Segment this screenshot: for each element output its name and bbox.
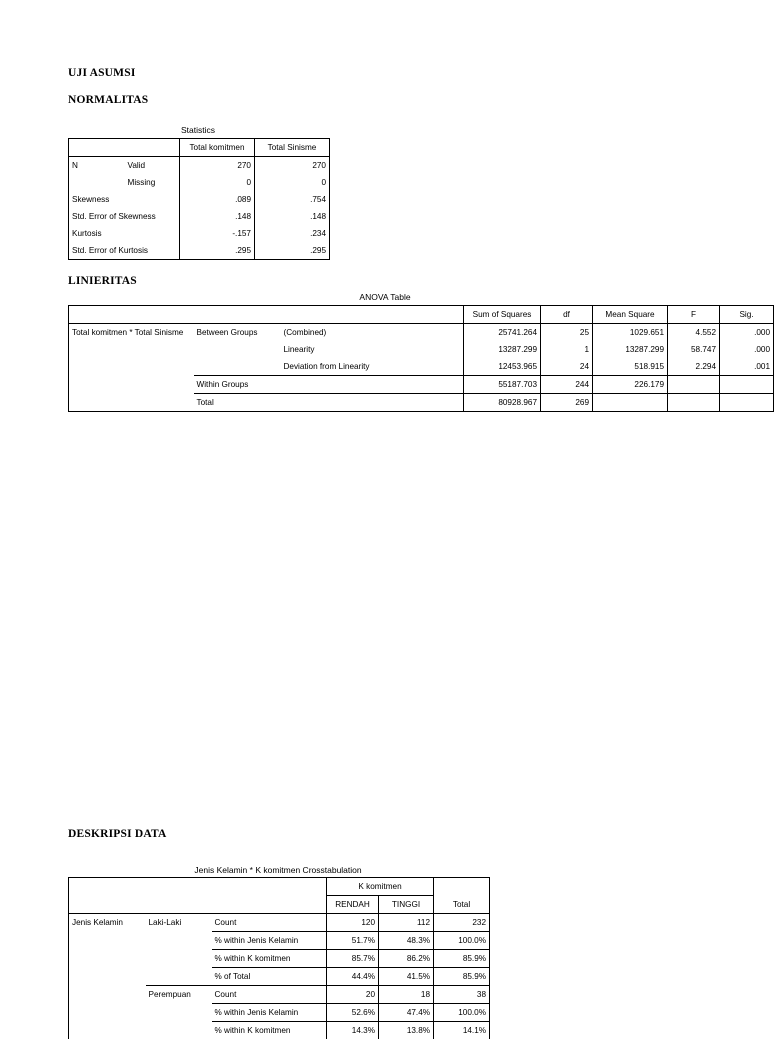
crosstab-col-header: RENDAH — [327, 896, 379, 914]
crosstab-row — [69, 932, 490, 950]
anova-row — [69, 376, 774, 394]
anova-cell: 24 — [541, 358, 593, 376]
anova-cell: 1029.651 — [593, 324, 668, 342]
anova-cell — [668, 394, 720, 412]
crosstab-group-label: Laki-Laki — [146, 914, 212, 932]
anova-row-sub: Deviation from Linearity — [281, 358, 464, 376]
statistics-cell: -.157 — [180, 225, 255, 242]
crosstab-row — [69, 1022, 490, 1039]
statistics-row — [69, 208, 330, 225]
crosstab-group-label: Perempuan — [146, 986, 212, 1004]
anova-cell: 25 — [541, 324, 593, 342]
statistics-corner — [69, 139, 180, 157]
statistics-cell: .148 — [180, 208, 255, 225]
anova-cell: 269 — [541, 394, 593, 412]
statistics-table — [68, 138, 330, 260]
anova-corner — [69, 306, 464, 324]
anova-row-variable: Total komitmen * Total Sinisme — [69, 324, 194, 342]
anova-cell: 518.915 — [593, 358, 668, 376]
crosstab-cell: 13.8% — [379, 1022, 434, 1039]
statistics-cell: .295 — [180, 242, 255, 260]
statistics-header-row — [69, 139, 330, 157]
anova-cell: .000 — [720, 341, 774, 358]
anova-cell: 25741.264 — [464, 324, 541, 342]
crosstab-cell: 100.0% — [434, 932, 490, 950]
statistics-cell: 0 — [180, 174, 255, 191]
statistics-cell: .295 — [255, 242, 330, 260]
crosstab-stat-label: % within Jenis Kelamin — [212, 932, 327, 950]
anova-cell — [720, 394, 774, 412]
anova-cell: 55187.703 — [464, 376, 541, 394]
anova-cell: .001 — [720, 358, 774, 376]
statistics-row — [69, 191, 330, 208]
crosstab-row-variable: Jenis Kelamin — [69, 914, 146, 932]
heading-uji-asumsi: UJI ASUMSI — [68, 67, 136, 79]
crosstab-cell: 20 — [327, 986, 379, 1004]
statistics-row-label: Skewness — [69, 191, 180, 208]
crosstab-cell: 100.0% — [434, 1004, 490, 1022]
statistics-caption: Statistics — [68, 125, 328, 135]
anova-row-sub: Linearity — [281, 341, 464, 358]
crosstab-stat-label: % within Jenis Kelamin — [212, 1004, 327, 1022]
anova-col-header: Mean Square — [593, 306, 668, 324]
statistics-cell: 270 — [180, 157, 255, 175]
anova-cell: 13287.299 — [464, 341, 541, 358]
statistics-row-label — [69, 174, 125, 191]
crosstab-cell: 18 — [379, 986, 434, 1004]
anova-row — [69, 341, 774, 358]
anova-col-header: F — [668, 306, 720, 324]
crosstab-cell: 112 — [379, 914, 434, 932]
statistics-cell: .089 — [180, 191, 255, 208]
crosstab-cell: 120 — [327, 914, 379, 932]
anova-col-header: df — [541, 306, 593, 324]
crosstab-cell: 86.2% — [379, 950, 434, 968]
statistics-row-label: Std. Error of Kurtosis — [69, 242, 180, 260]
crosstab-col-header: Total — [434, 896, 490, 914]
anova-cell: 80928.967 — [464, 394, 541, 412]
crosstab-row — [69, 914, 490, 932]
anova-row — [69, 324, 774, 342]
crosstab-cell: 52.6% — [327, 1004, 379, 1022]
anova-cell: 12453.965 — [464, 358, 541, 376]
crosstab-cell: 232 — [434, 914, 490, 932]
crosstab-cell: 85.9% — [434, 950, 490, 968]
crosstab-cell: 44.4% — [327, 968, 379, 986]
crosstab-row — [69, 950, 490, 968]
statistics-row — [69, 242, 330, 260]
crosstab-cell: 38 — [434, 986, 490, 1004]
anova-cell: 2.294 — [668, 358, 720, 376]
anova-cell: 226.179 — [593, 376, 668, 394]
anova-cell: 4.552 — [668, 324, 720, 342]
statistics-row — [69, 157, 330, 175]
statistics-col-header: Total komitmen — [180, 139, 255, 157]
crosstab-cell: 85.9% — [434, 968, 490, 986]
statistics-col-header: Total Sinisme — [255, 139, 330, 157]
anova-cell — [668, 376, 720, 394]
statistics-row-label: N — [69, 157, 125, 175]
crosstab-cell: 14.1% — [434, 1022, 490, 1039]
crosstab-table — [68, 877, 490, 1039]
anova-col-header: Sum of Squares — [464, 306, 541, 324]
anova-cell: 58.747 — [668, 341, 720, 358]
statistics-row-sublabel: Missing — [125, 174, 180, 191]
anova-cell — [720, 376, 774, 394]
anova-row-group — [194, 341, 281, 358]
anova-header-row — [69, 306, 774, 324]
crosstab-corner — [69, 878, 327, 914]
statistics-row-label: Kurtosis — [69, 225, 180, 242]
crosstab-header-row — [69, 878, 490, 896]
anova-row — [69, 358, 774, 376]
anova-row-group: Total — [194, 394, 464, 412]
crosstab-row — [69, 968, 490, 986]
crosstab-caption: Jenis Kelamin * K komitmen Crosstabulation — [68, 865, 488, 875]
anova-cell: 1 — [541, 341, 593, 358]
heading-normalitas: NORMALITAS — [68, 94, 148, 106]
crosstab-stat-label: Count — [212, 986, 327, 1004]
anova-cell: .000 — [720, 324, 774, 342]
statistics-row-label: Std. Error of Skewness — [69, 208, 180, 225]
anova-row — [69, 394, 774, 412]
statistics-cell: 270 — [255, 157, 330, 175]
statistics-cell: .754 — [255, 191, 330, 208]
crosstab-cell: 41.5% — [379, 968, 434, 986]
crosstab-cell: 14.3% — [327, 1022, 379, 1039]
anova-cell: 244 — [541, 376, 593, 394]
anova-caption: ANOVA Table — [68, 292, 702, 302]
statistics-row — [69, 174, 330, 191]
crosstab-stat-label: % within K komitmen — [212, 950, 327, 968]
statistics-row-sublabel: Valid — [125, 157, 180, 175]
heading-deskripsi-data: DESKRIPSI DATA — [68, 828, 167, 840]
crosstab-stat-label: % within K komitmen — [212, 1022, 327, 1039]
anova-row-sub: (Combined) — [281, 324, 464, 342]
anova-cell: 13287.299 — [593, 341, 668, 358]
crosstab-cell: 47.4% — [379, 1004, 434, 1022]
crosstab-row — [69, 986, 490, 1004]
crosstab-cell: 51.7% — [327, 932, 379, 950]
crosstab-column-group: K komitmen — [327, 878, 434, 896]
anova-row-group: Between Groups — [194, 324, 281, 342]
anova-cell — [593, 394, 668, 412]
crosstab-cell: 85.7% — [327, 950, 379, 968]
anova-table — [68, 305, 774, 412]
statistics-cell: .234 — [255, 225, 330, 242]
crosstab-stat-label: % of Total — [212, 968, 327, 986]
statistics-cell: 0 — [255, 174, 330, 191]
anova-row-group: Within Groups — [194, 376, 464, 394]
anova-col-header: Sig. — [720, 306, 774, 324]
statistics-cell: .148 — [255, 208, 330, 225]
crosstab-row — [69, 1004, 490, 1022]
crosstab-stat-label: Count — [212, 914, 327, 932]
statistics-row — [69, 225, 330, 242]
heading-linieritas: LINIERITAS — [68, 275, 137, 287]
anova-row-group — [194, 358, 281, 376]
crosstab-cell: 48.3% — [379, 932, 434, 950]
crosstab-col-header: TINGGI — [379, 896, 434, 914]
